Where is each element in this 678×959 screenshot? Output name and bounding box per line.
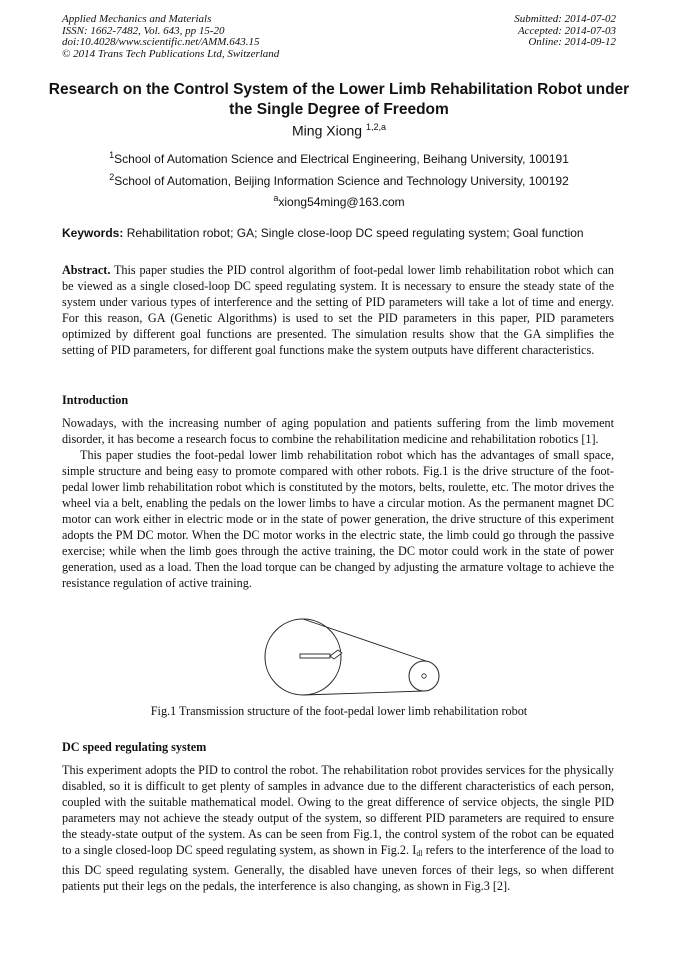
copyright: © 2014 Trans Tech Publications Ltd, Switzerland [62,47,280,60]
header-left [62,14,279,60]
journal-name: Applied Mechanics and Materials [62,13,212,25]
affiliation-2-text: School of Automation, Beijing Information Science and Technology University, 100192 [114,174,569,188]
pulley-hub [422,674,426,678]
abstract-text: This paper studies the PID control algorithm of foot-pedal lower limb rehabilitation robot which can be viewed as a single closed-loop DC speed regulating system. It is necessary to ensure the steady state of the system under various types of interference and the setting of PID parameters will take a lot of time and energy. For this reason, GA (Genetic Algorithms) is used to set the PID parameters in this paper, PID parameters optimized by different goal functions are presented. The simulation results show that the GA simplifies the setting of PID parameters, for different goal functions make the system outputs have different characteristics. [62,263,614,357]
affiliation-1 [0,150,678,166]
pedal [330,650,342,659]
intro-paragraph-1: Nowadays, with the increasing number of aging population and patients suffering from the limb movement disorder, it has become a research focus to combine the rehabilitation medicine and rehabilitation robotics [1]. [62,416,614,446]
affiliation-1-text: School of Automation Science and Electrical Engineering, Beihang University, 100191 [114,152,569,166]
affiliation-2 [0,172,678,188]
dc-heading: DC speed regulating system [62,740,207,754]
affiliation-1-sup: 1 [109,150,115,160]
keywords [62,226,618,240]
abstract-label: Abstract. [62,263,111,277]
submitted-date: Submitted: 2014-07-02 [514,13,616,25]
keywords-label: Keywords: [62,226,124,240]
online-date: Online: 2014-09-12 [528,36,616,49]
email [0,193,678,209]
author-sup: 1,2,a [365,122,386,132]
keywords-text: Rehabilitation robot; GA; Single close-loop DC speed regulating system; Goal function [123,226,584,240]
intro-paragraph-2: This paper studies the foot-pedal lower limb rehabilitation robot which has the advantages of small space, simple structure and being easy to promote compared with other robots. Fig.1 is the drive structure of the foot-pedal lower limb rehabilitation robot which is constituted by the motors, belts, roulette, etc. The motor drives the wheel via a belt, enabling the pedals on the lower limbs to have a circular motion. As the permanent magnet DC motor can work either in electric mode or in the state of power generation, the drive structure of this experiment adopts the PM DC motor. When the DC motor works in the electric state, the limb could go through the passive exercise; while when the limb goes through the active training, the DC motor could work in the state of power generation, used as a load. Then the load torque can be changed by adjusting the armature voltage to achieve the resistance regulation of active training. [62,448,614,590]
author-name: Ming Xiong [292,122,363,139]
dc-text-before: This experiment adopts the PID to control the robot. The rehabilitation robot provides services for the physically disabled, so it is difficult to get plenty of samples in advance due to the different characteristics of each person, coupled with the suitable mathematical model. Owing to the great difference of service objects, the single PID parameters may not achieve the steady output of the system, so different PID parameters are required to ensure the steady-state output of the system. As can be seen from Fig.1, the control system of the robot can be equated to a single closed-loop DC speed regulating system, as shown in Fig.2. I [62,763,614,857]
intro-body [62,415,614,591]
accepted-date: Accepted: 2014-07-03 [517,24,616,37]
belt-bottom [303,691,424,695]
pedal-crank [300,654,330,658]
author [0,122,678,139]
affiliation-2-sup: 2 [109,172,115,182]
dc-paragraph [62,762,614,894]
intro-heading: Introduction [62,393,129,407]
paper-title: Research on the Control System of the Lower Limb Rehabilitation Robot under the Single Degree of Freedom [48,81,630,118]
email-text: xiong54ming@163.com [278,195,405,209]
transmission-figure [262,617,452,697]
abstract [62,262,614,358]
doi: doi:10.4028/www.scientific.net/AMM.643.15 [62,36,260,49]
figure1-caption: Fig.1 Transmission structure of the foot-pedal lower limb rehabilitation robot [150,704,528,718]
header-right [514,14,616,49]
dc-subscript: dl [416,849,423,858]
dc-text-after: refers to the interference of the load to this DC speed regulating system. Generally, the disabled have uneven forces of their legs, so when different patients put their legs on the pedals, the interference is also changing, as shown in Fig.3 [2]. [62,843,614,893]
email-sup: a [273,193,279,203]
issn: ISSN: 1662-7482, Vol. 643, pp 15-20 [62,24,225,37]
small-pulley [409,661,439,691]
